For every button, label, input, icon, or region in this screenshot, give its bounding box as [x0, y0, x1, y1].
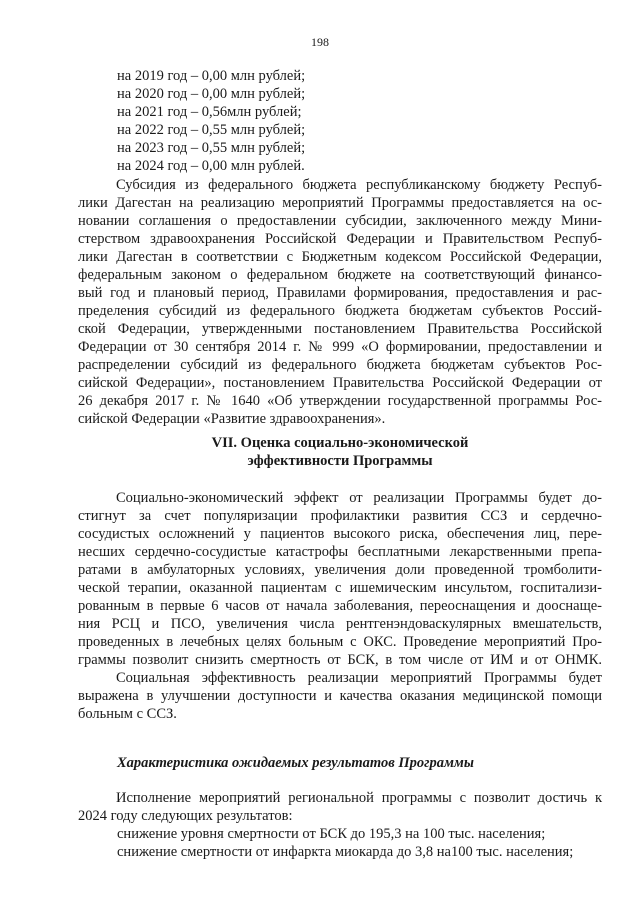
subsidy-paragraph-line: Субсидия из федерального бюджета республиканскому бюджету Респуб- — [116, 177, 602, 193]
effect-paragraph-line: граммы позволит снизить смертность от БСК, в том числе от ИМ и от ОНМК. — [78, 652, 602, 668]
subsidy-paragraph-line: лики Дагестан в соответствии с Бюджетным кодексом Российской Федерации, — [78, 249, 602, 265]
section-heading: VII. Оценка социально-экономической — [211, 435, 469, 451]
funding-year-line: на 2023 год – 0,55 млн рублей; — [117, 140, 306, 156]
social-paragraph-line: Социальная эффективность реализации мероприятий Программы будет — [116, 670, 602, 686]
subsidy-paragraph-line: распределении субсидий из федерального бюджета бюджетам субъектов Рос- — [78, 357, 602, 373]
subsidy-paragraph-line: сийской Федерации «Развитие здравоохранения». — [78, 411, 386, 427]
result-item: снижение уровня смертности от БСК до 195,3 на 100 тыс. населения; — [117, 826, 546, 842]
subsidy-paragraph-line: сийской Федерации», постановлением Правительства Российской Федерации от — [78, 375, 602, 391]
section-heading: эффективности Программы — [247, 453, 433, 469]
subsidy-paragraph-line: ской Федерации, утвержденными постановлением Правительства Российской — [78, 321, 602, 337]
effect-paragraph-line: рованным в первые 6 часов от начала заболевания, переоснащения и дооснаще- — [78, 598, 602, 614]
results-intro-line: 2024 году следующих результатов: — [78, 808, 293, 824]
subsidy-paragraph-line: новании соглашения о предоставлении субсидии, заключенного между Мини- — [78, 213, 602, 229]
page-number: 198 — [311, 35, 329, 49]
funding-year-line: на 2020 год – 0,00 млн рублей; — [117, 86, 306, 102]
results-heading: Характеристика ожидаемых результатов Программы — [117, 755, 474, 771]
social-paragraph-line: выражена в улучшении доступности и качества оказания медицинской помощи — [78, 688, 602, 704]
effect-paragraph-line: стигнут за счет популяризации профилактики развития ССЗ и сердечно- — [78, 508, 602, 524]
funding-year-line: на 2022 год – 0,55 млн рублей; — [117, 122, 306, 138]
social-paragraph-line: больным с ССЗ. — [78, 706, 177, 722]
subsidy-paragraph-line: стерством здравоохранения Российской Федерации и Правительством Респуб- — [78, 231, 602, 247]
subsidy-paragraph-line: вый год и плановый период, Правилами формирования, предоставления и рас- — [78, 285, 602, 301]
subsidy-paragraph-line: федеральным законом о федеральном бюджете на соответствующий финансо- — [78, 267, 602, 283]
result-item: снижение смертности от инфаркта миокарда до 3,8 на100 тыс. населения; — [117, 844, 574, 860]
effect-paragraph-line: сосудистых осложнений у пациентов высокого риска, обеспечения лиц, пере- — [78, 526, 602, 542]
subsidy-paragraph-line: Федерации от 30 сентября 2014 г. № 999 «О формировании, предоставлении и — [78, 339, 602, 355]
subsidy-paragraph-line: 26 декабря 2017 г. № 1640 «Об утверждении государственной программы Рос- — [78, 393, 602, 409]
funding-year-line: на 2024 год – 0,00 млн рублей. — [117, 158, 305, 174]
effect-paragraph-line: Социально-экономический эффект от реализации Программы будет до- — [116, 490, 602, 506]
effect-paragraph-line: ратами в амбулаторных условиях, увеличения доли проведенной тромболити- — [78, 562, 602, 578]
effect-paragraph-line: ния РСЦ и ПСО, увеличения числа рентгенэндоваскулярных вмешательств, — [78, 616, 602, 632]
funding-year-line: на 2019 год – 0,00 млн рублей; — [117, 68, 306, 84]
subsidy-paragraph-line: пределения субсидий из федерального бюджета бюджетам субъектов Россий- — [78, 303, 602, 319]
funding-year-line: на 2021 год – 0,56млн рублей; — [117, 104, 302, 120]
results-intro-line: Исполнение мероприятий региональной программы с позволит достичь к — [116, 790, 602, 806]
effect-paragraph-line: несших сердечно-сосудистые катастрофы бесплатными лекарственными препа- — [78, 544, 602, 560]
subsidy-paragraph-line: лики Дагестан на реализацию мероприятий Программы предоставляется на ос- — [78, 195, 602, 211]
effect-paragraph-line: проведенных в лечебных целях больным с ОКС. Проведение мероприятий Про- — [78, 634, 602, 650]
effect-paragraph-line: ческой терапии, оказанной пациентам с ишемическим инсультом, госпитализи- — [78, 580, 602, 596]
